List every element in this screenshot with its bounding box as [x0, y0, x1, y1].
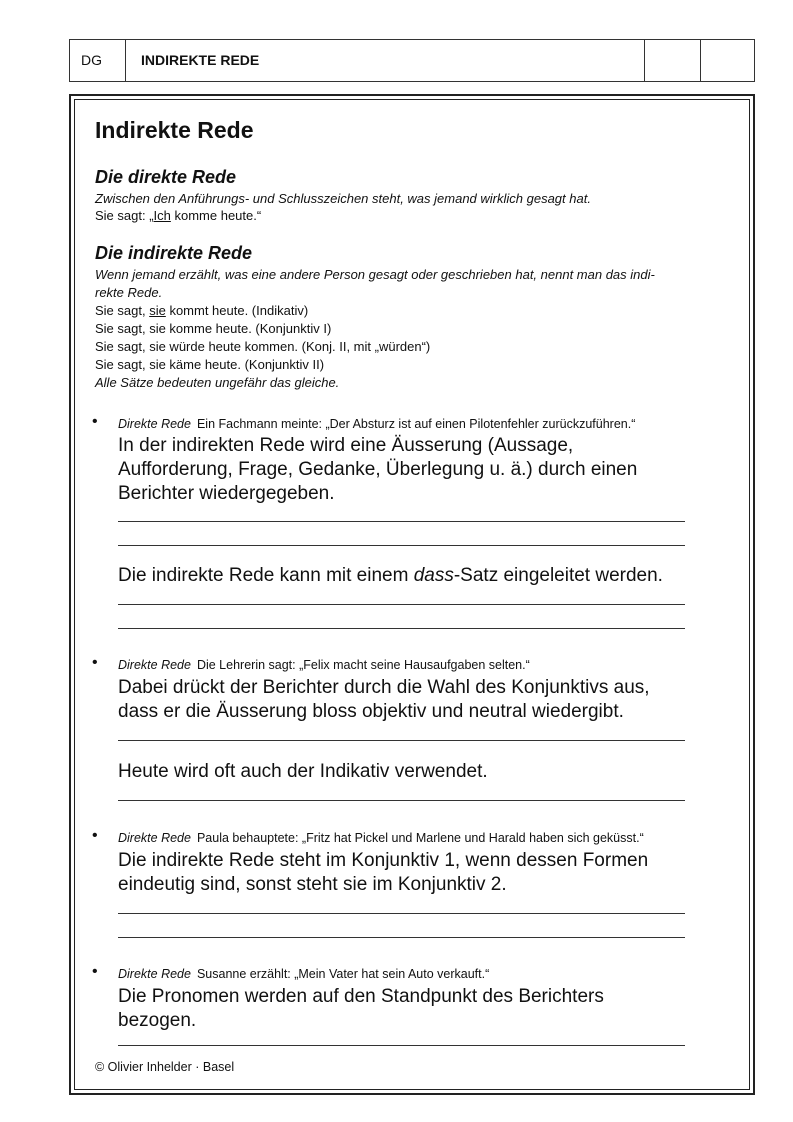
direct-label: Direkte Rede: [118, 658, 191, 672]
exercise-2-quote: [118, 658, 530, 672]
answer-line[interactable]: [118, 521, 685, 522]
header-code: DG: [70, 40, 126, 81]
indirect-summary: Alle Sätze bedeuten ungefähr das gleiche.: [95, 375, 340, 390]
direct-label: Direkte Rede: [118, 417, 191, 431]
ex1-underlined: sie: [149, 303, 166, 318]
exercise-3-rule-line-2: eindeutig sind, sonst steht sie im Konjunktiv 2.: [118, 874, 507, 895]
header-bar: [69, 39, 755, 82]
exercise-quote: Die Lehrerin sagt: „Felix macht seine Hausaufgaben selten.“: [196, 658, 530, 672]
direct-example: [95, 207, 261, 225]
answer-line[interactable]: [118, 545, 685, 546]
bullet-4: •: [92, 963, 98, 980]
answer-line[interactable]: [118, 604, 685, 605]
answer-line[interactable]: [118, 800, 685, 801]
header-title: INDIREKTE REDE: [141, 52, 260, 68]
rule-2-prefix: Die indirekte Rede kann mit einem: [118, 565, 414, 586]
header-box-2: [700, 40, 755, 81]
exercise-4-rule-line-1: Die Pronomen werden auf den Standpunkt des Berichters: [118, 986, 604, 1007]
direct-example-underlined: Ich: [153, 208, 171, 223]
direct-heading: Die direkte Rede: [95, 167, 237, 187]
answer-line[interactable]: [118, 740, 685, 741]
header-box-1: [644, 40, 700, 81]
rule-2-suffix: -Satz eingeleitet werden.: [453, 565, 663, 586]
direct-label: Direkte Rede: [118, 967, 191, 981]
ex1-suffix: kommt heute. (Indikativ): [165, 303, 309, 318]
answer-line[interactable]: [118, 913, 685, 914]
rule-2-italic: dass: [413, 565, 454, 586]
indirect-desc-2: rekte Rede.: [95, 285, 163, 300]
page-title: Indirekte Rede: [95, 117, 254, 143]
direct-example-prefix: Sie sagt: „: [95, 208, 154, 223]
direct-label: Direkte Rede: [118, 831, 191, 845]
indirect-example-1: [95, 302, 308, 320]
exercise-3-rule-line-1: Die indirekte Rede steht im Konjunktiv 1, wenn dessen Formen: [118, 850, 649, 871]
exercise-1-rule-line-3: Berichter wiedergegeben.: [118, 483, 335, 504]
footer-copyright: © Olivier Inhelder · Basel: [95, 1060, 235, 1074]
exercise-quote: Susanne erzählt: „Mein Vater hat sein Auto verkauft.“: [196, 967, 490, 981]
exercise-1-rule-line-2: Aufforderung, Frage, Gedanke, Überlegung u. ä.) durch einen: [118, 459, 638, 480]
direct-example-suffix: komme heute.“: [170, 208, 262, 223]
bullet-3: •: [92, 827, 98, 844]
indirect-heading: Die indirekte Rede: [95, 243, 253, 263]
ex1-prefix: Sie sagt,: [95, 303, 150, 318]
exercise-1-quote: [118, 417, 635, 431]
answer-line[interactable]: [118, 628, 685, 629]
indirect-example-4: Sie sagt, sie käme heute. (Konjunktiv II): [95, 357, 325, 372]
indirect-desc-1: Wenn jemand erzählt, was eine andere Person gesagt oder geschrieben hat, nennt man das indi-: [95, 267, 655, 282]
exercise-1-rule-line-1: In der indirekten Rede wird eine Äusserung (Aussage,: [118, 435, 574, 456]
indirect-example-3: Sie sagt, sie würde heute kommen. (Konj. II, mit „würden“): [95, 339, 431, 354]
exercise-1-rule-2: [118, 564, 663, 588]
bullet-1: •: [92, 413, 98, 430]
exercise-2-rule-line-2: dass er die Äusserung bloss objektiv und neutral wiedergibt.: [118, 701, 624, 722]
direct-desc: Zwischen den Anführungs- und Schlusszeichen steht, was jemand wirklich gesagt hat.: [95, 191, 591, 206]
bullet-2: •: [92, 654, 98, 671]
exercise-3-quote: [118, 831, 644, 845]
exercise-2-rule-2: Heute wird oft auch der Indikativ verwendet.: [118, 761, 488, 782]
exercise-4-quote: [118, 967, 489, 981]
answer-line[interactable]: [118, 1045, 685, 1046]
exercise-4-rule-line-2: bezogen.: [118, 1010, 197, 1031]
exercise-quote: Paula behauptete: „Fritz hat Pickel und Marlene und Harald haben sich geküsst.“: [196, 831, 644, 845]
exercise-2-rule-line-1: Dabei drückt der Berichter durch die Wahl des Konjunktivs aus,: [118, 677, 650, 698]
answer-line[interactable]: [118, 937, 685, 938]
indirect-example-2: Sie sagt, sie komme heute. (Konjunktiv I): [95, 321, 332, 336]
exercise-quote: Ein Fachmann meinte: „Der Absturz ist auf einen Pilotenfehler zurückzuführen.“: [196, 417, 636, 431]
